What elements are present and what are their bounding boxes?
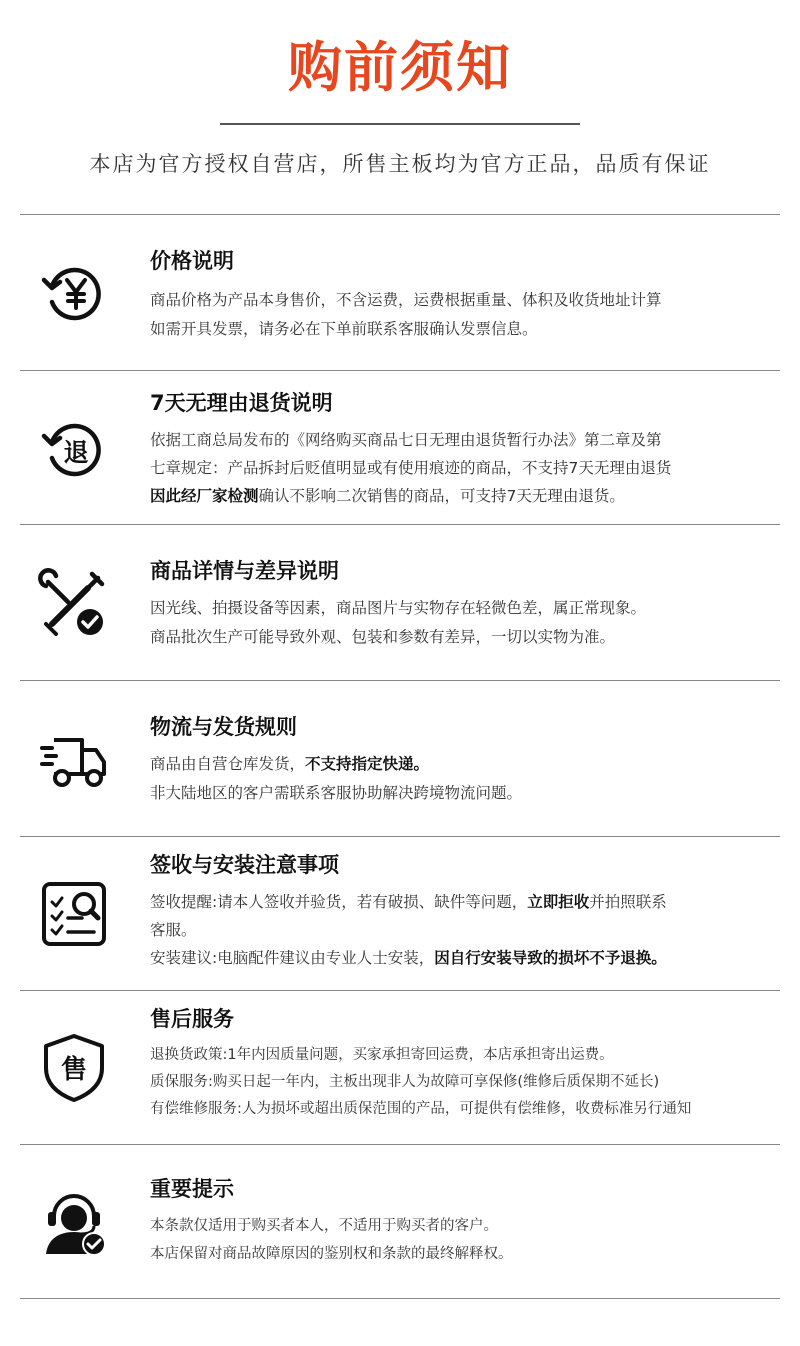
section-body: [150, 426, 770, 510]
svg-text:售: 售: [60, 1055, 88, 1085]
section-body: [150, 888, 770, 972]
body-line: 商品价格为产品本身售价，不含运费，运费根据重量、体积及收货地址计算: [150, 291, 662, 309]
body-line: 安装建议:电脑配件建议由专业人士安装，因自行安装导致的损坏不予退换。: [150, 949, 667, 967]
body-line: 因光线、拍摄设备等因素，商品图片与实物存在轻微色差，属正常现象。: [150, 599, 647, 617]
divider: [20, 1298, 780, 1299]
page-subtitle: 本店为官方授权自营店，所售主板均为官方正品，品质有保证: [89, 152, 711, 176]
body-line: 本条款仅适用于购买者本人，不适用于购买者的客户。: [150, 1218, 498, 1234]
shield-icon: [38, 1032, 110, 1104]
body-line: 有偿维修服务:人为损坏或超出质保范围的产品，可提供有偿维修，收费标准另行通知: [150, 1101, 692, 1117]
body-line: 签收提醒:请本人签收并验货，若有破损、缺件等问题，立即拒收并拍照联系: [150, 893, 667, 911]
svg-text:退: 退: [63, 438, 89, 467]
body-line: 非大陆地区的客户需联系客服协助解决跨境物流问题。: [150, 784, 523, 802]
section-receipt-installation: [0, 836, 800, 990]
body-line: 商品由自营仓库发货，不支持指定快递。: [150, 755, 430, 773]
section-body: [150, 750, 770, 808]
return-circle-icon: [38, 414, 110, 486]
section-title: 售后服务: [150, 1007, 234, 1031]
section-title: 7天无理由退货说明: [150, 391, 333, 415]
body-line: 退换货政策:1年内因质量问题，买家承担寄回运费，本店承担寄出运费。: [150, 1047, 614, 1063]
body-line: 七章规定：产品拆封后贬值明显或有使用痕迹的商品，不支持7天无理由退货: [150, 459, 672, 477]
body-line: 客服。: [150, 921, 197, 939]
section-body: [150, 286, 770, 344]
section-title: 物流与发货规则: [150, 715, 297, 739]
checklist-search-icon: [38, 878, 110, 950]
section-after-sales: [0, 990, 800, 1144]
section-title: 商品详情与差异说明: [150, 559, 339, 583]
section-title: 重要提示: [150, 1177, 234, 1201]
customer-service-icon: [38, 1188, 110, 1260]
section-details: [0, 524, 800, 680]
body-line: 商品批次生产可能导致外观、包装和参数有差异，一切以实物为准。: [150, 628, 616, 646]
delivery-truck-icon: [38, 724, 110, 796]
body-line: 质保服务:购买日起一年内，主板出现非人为故障可享保修(维修后质保期不延长): [150, 1074, 660, 1090]
body-line: 因此经厂家检测确认不影响二次销售的商品，可支持7天无理由退货。: [150, 487, 625, 505]
section-return: [0, 370, 800, 524]
body-line: 本店保留对商品故障原因的鉴别权和条款的最终解释权。: [150, 1246, 513, 1262]
title-underline: [220, 123, 580, 125]
body-line: 依据工商总局发布的《网络购买商品七日无理由退货暂行办法》第二章及第: [150, 431, 662, 449]
section-price: [0, 214, 800, 370]
section-title: 价格说明: [150, 249, 234, 273]
section-body: [150, 594, 770, 652]
yen-refresh-icon: [38, 258, 110, 330]
body-line: 如需开具发票，请务必在下单前联系客服确认发票信息。: [150, 320, 538, 338]
section-title: 签收与安装注意事项: [150, 853, 339, 877]
section-shipping: [0, 680, 800, 836]
page-title: 购前须知: [288, 36, 512, 99]
section-body: [150, 1042, 770, 1123]
tools-check-icon: [38, 568, 110, 640]
section-body: [150, 1212, 770, 1268]
section-important-notice: [0, 1144, 800, 1298]
